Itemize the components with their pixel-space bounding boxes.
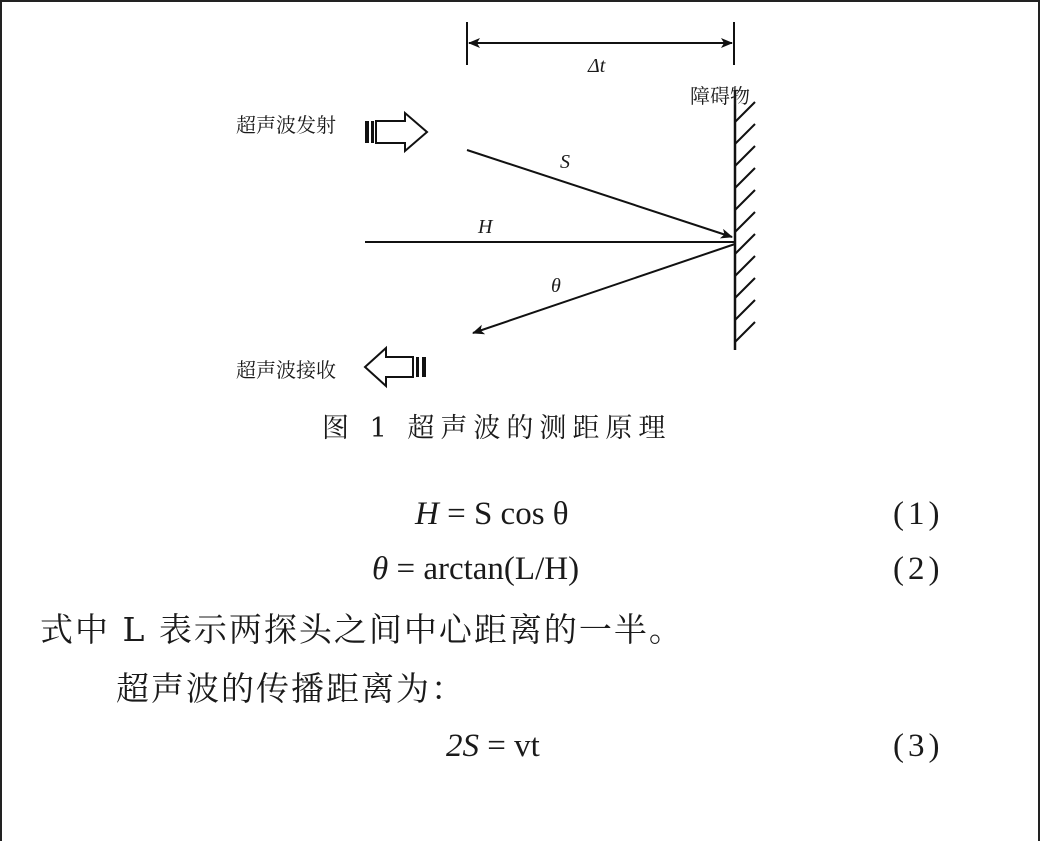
dt-label: Δt — [588, 55, 606, 77]
theta-label: θ — [551, 275, 561, 297]
equation-1 — [415, 498, 569, 531]
equation-3-lhs: 2S — [446, 728, 479, 764]
receive-label: 超声波接收 — [236, 358, 336, 382]
equation-3 — [446, 730, 540, 763]
s-ray — [467, 150, 732, 237]
equation-2-lhs: θ — [372, 551, 389, 587]
emit-label: 超声波发射 — [236, 113, 336, 137]
h-label: H — [478, 216, 493, 238]
emitter-icon — [365, 113, 427, 151]
equation-2 — [372, 553, 579, 586]
paragraph-line-2: 超声波的传播距离为： — [116, 669, 466, 708]
equation-3-number: (3) — [893, 728, 944, 764]
obstacle-wall — [735, 90, 755, 350]
obstacle-label: 障碍物 — [690, 84, 750, 108]
paragraph-line-1: 式中 L 表示两探头之间中心距离的一半。 — [40, 610, 684, 649]
figure-caption: 图 1 超声波的测距原理 — [322, 413, 672, 444]
equation-2-rhs: = arctan(L/H) — [388, 551, 580, 587]
equation-1-lhs: H — [415, 496, 439, 532]
receiver-icon — [365, 348, 426, 386]
equation-3-rhs: = vt — [479, 728, 540, 764]
equation-1-number: (1) — [893, 496, 944, 532]
s-label: S — [560, 151, 570, 173]
equation-2-number: (2) — [893, 551, 944, 587]
reflected-ray — [473, 244, 735, 333]
equation-1-rhs: = S cos θ — [438, 496, 569, 532]
